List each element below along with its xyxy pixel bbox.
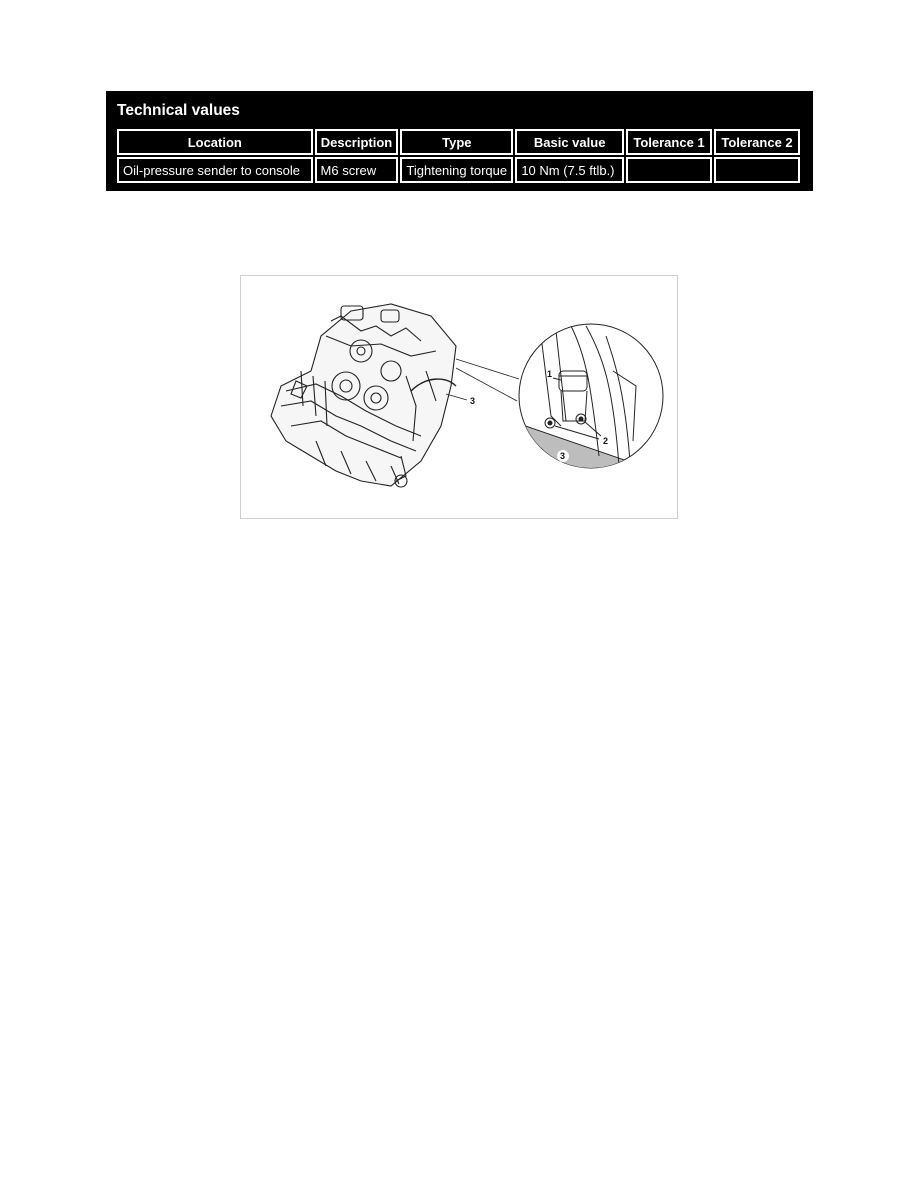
engine-drawing (241, 276, 677, 518)
engine-illustration (240, 275, 678, 519)
callout-detail-2: 2 (603, 436, 609, 446)
cell-basic-value: 10 Nm (7.5 ftlb.) (515, 157, 624, 183)
column-header-description: Description (315, 129, 399, 155)
cell-description: M6 screw (315, 157, 399, 183)
cell-location: Oil-pressure sender to console (117, 157, 313, 183)
callout-detail-1: 1 (547, 369, 553, 379)
callout-detail-3: 3 (560, 451, 566, 461)
detail-view (511, 324, 671, 518)
cell-tolerance-2 (714, 157, 800, 183)
column-header-tolerance-2: Tolerance 2 (714, 129, 800, 155)
column-header-location: Location (117, 129, 313, 155)
technical-values-title: Technical values (117, 102, 240, 119)
leader-line (446, 359, 519, 401)
technical-values-table (115, 127, 802, 185)
table-row (117, 157, 800, 183)
technical-values-panel (106, 91, 813, 191)
column-header-type: Type (400, 129, 513, 155)
cell-tolerance-1 (626, 157, 712, 183)
column-header-tolerance-1: Tolerance 1 (626, 129, 712, 155)
engine-block-icon (271, 304, 456, 487)
callout-engine-3: 3 (470, 396, 476, 406)
table-header-row (117, 129, 800, 155)
cell-type: Tightening torque (400, 157, 513, 183)
column-header-basic-value: Basic value (515, 129, 624, 155)
